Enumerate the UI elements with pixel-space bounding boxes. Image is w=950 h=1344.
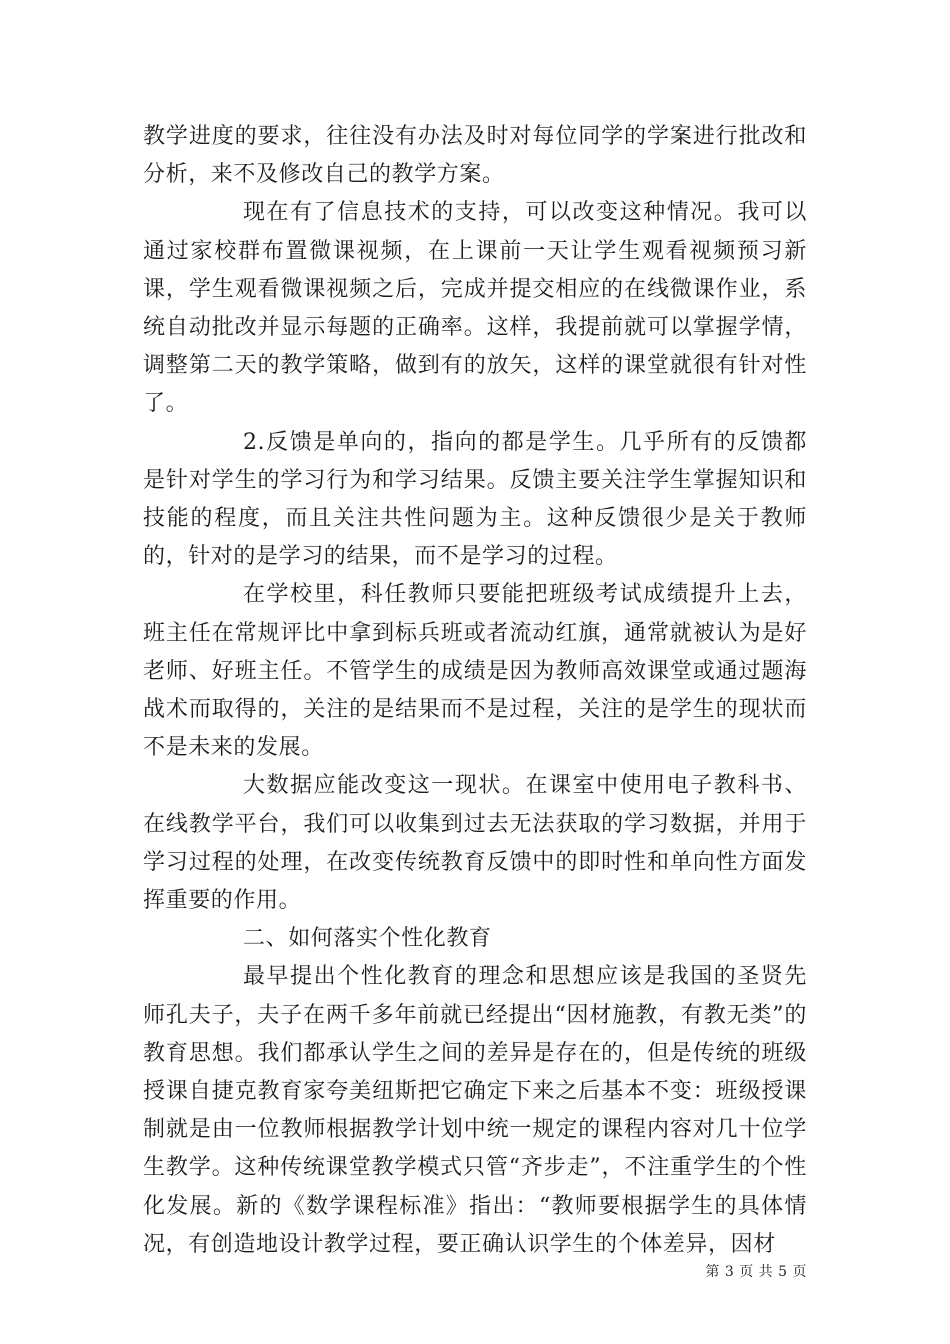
section-heading: 二、如何落实个性化教育	[243, 926, 492, 952]
paragraph-big-data: 大数据应能改变这一现状。在课室中使用电子教科书、在线教学平台，我们可以收集到过去无法获取的学习数据，并用于学习过程的处理，在改变传统教育反馈中的即时性和单向性方面发挥重要的作用。	[143, 773, 807, 914]
document-body	[143, 118, 807, 1264]
paragraph-continuation: 教学进度的要求，往往没有办法及时对每位同学的学案进行批改和分析，来不及修改自己的教学方案。	[143, 124, 807, 188]
paragraph-feedback-one-way: 2.反馈是单向的，指向的都是学生。几乎所有的反馈都是针对学生的学习行为和学习结果。反馈主要关注学生掌握知识和技能的程度，而且关注共性问题为主。这种反馈很少是关于教师的，针对的是学习的结果，而不是学习的过程。	[143, 429, 807, 570]
paragraph-personalized-education: 最早提出个性化教育的理念和思想应该是我国的圣贤先师孔夫子，夫子在两千多年前就已经提出“因材施教，有教无类”的教育思想。我们都承认学生之间的差异是存在的，但是传统的班级授课自捷克教育家夸美纽斯把它确定下来之后基本不变：班级授课制就是由一位教师根据教学计划中统一规定的课程内容对几十位学生教学。这种传统课堂教学模式只管“齐步走”，不注重学生的个性化发展。新的《数学课程标准》指出：“教师要根据学生的具体情况，有创造地设计教学过程，要正确认识学生的个体差异，因材	[143, 964, 807, 1257]
paragraph-school-evaluation: 在学校里，科任教师只要能把班级考试成绩提升上去，班主任在常规评比中拿到标兵班或者流动红旗，通常就被认为是好老师、好班主任。不管学生的成绩是因为教师高效课堂或通过题海战术而取得的，关注的是结果而不是过程，关注的是学生的现状而不是未来的发展。	[143, 582, 807, 761]
page-number: 第 3 页 共 5 页	[705, 1264, 807, 1280]
paragraph-info-tech: 现在有了信息技术的支持，可以改变这种情况。我可以通过家校群布置微课视频，在上课前一天让学生观看视频预习新课，学生观看微课视频之后，完成并提交相应的在线微课作业，系统自动批改并显示每题的正确率。这样，我提前就可以掌握学情，调整第二天的教学策略，做到有的放矢，这样的课堂就很有针对性了。	[143, 200, 807, 417]
